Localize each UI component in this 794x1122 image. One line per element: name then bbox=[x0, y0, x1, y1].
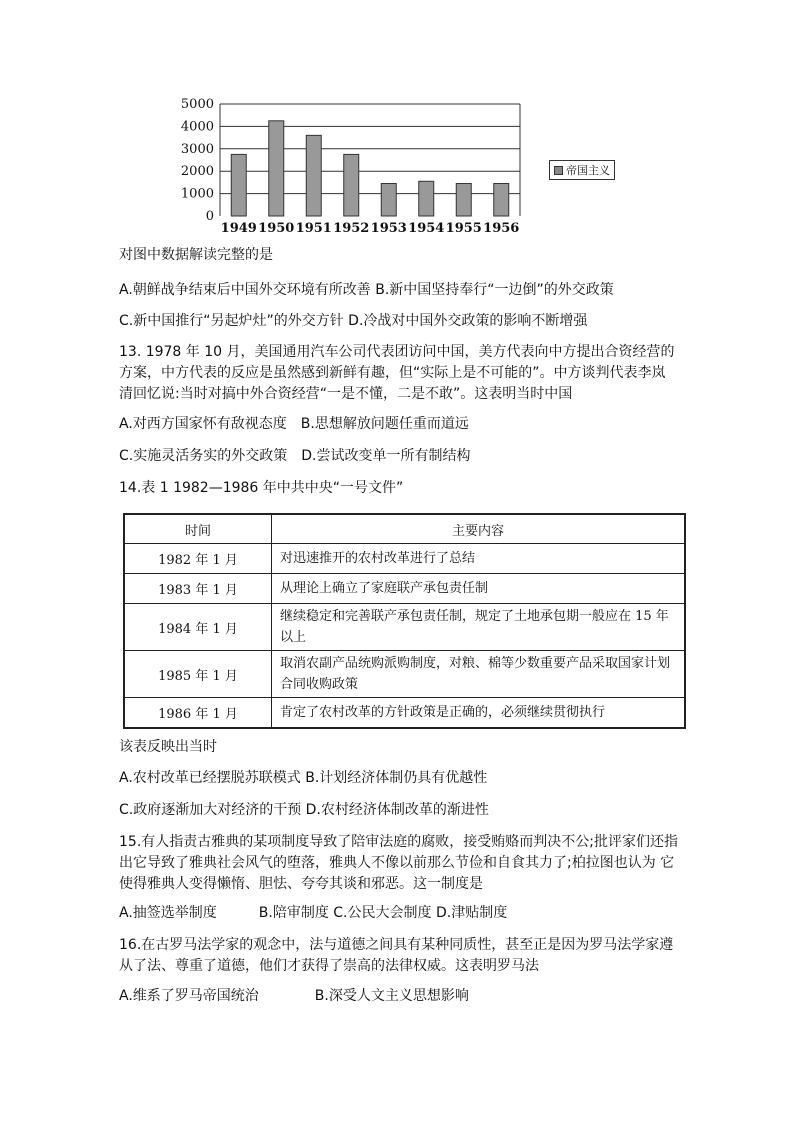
table-row bbox=[124, 544, 685, 574]
x-tick-label: 1954 bbox=[408, 221, 445, 236]
q15-stem: 15.有人指责古雅典的某项制度导致了陪审法庭的腐败，接受贿赂而判决不公;批评家们还指 出它导致了雅典社会风气的堕落，雅典人不像以前那么节俭和自食其力了;柏拉图也认为 它使得雅典人变得懒惰、胆怯、夸夸其谈和邪恶。这一制度是 bbox=[119, 834, 678, 892]
header-content: 主要内容 bbox=[272, 514, 686, 544]
y-tick-label: 5000 bbox=[180, 98, 214, 112]
bar bbox=[269, 121, 284, 216]
bar bbox=[419, 181, 434, 216]
q14-options-ab: A.农村改革已经摆脱苏联模式 B.计划经济体制仍具有优越性 bbox=[119, 770, 488, 786]
q12-options-ab: A.朝鲜战争结束后中国外交环境有所改善 B.新中国坚持奉行“一边倒”的外交政策 bbox=[119, 282, 614, 298]
x-tick-label: 1949 bbox=[220, 221, 257, 236]
cell-content: 对迅速推开的农村改革进行了总结 bbox=[272, 544, 686, 574]
q16-options: A.维系了罗马帝国统治 B.深受人文主义思想影响 bbox=[119, 988, 469, 1004]
chart-legend bbox=[549, 160, 615, 180]
bar bbox=[381, 184, 396, 216]
q13-stem: 13. 1978 年 10 月，美国通用汽车公司代表团访问中国，美方代表向中方提出合资经营的方案，中方代表的反应是虽然感到新鲜有趣，但“实际上是不可能的”。中方谈判代表李岚清回忆说:当时对搞中外合资经营“一是不懂，二是不敢”。这表明当时中国 bbox=[119, 344, 675, 402]
cell-content: 取消农副产品统购派购制度，对粮、棉等少数重要产品采取国家计划合同收购政策 bbox=[272, 651, 686, 698]
bar bbox=[344, 154, 359, 216]
q12-options-cd: C.新中国推行“另起炉灶”的外交方针 D.冷战对中国外交政策的影响不断增强 bbox=[119, 313, 588, 329]
cell-time: 1982 年 1 月 bbox=[124, 544, 272, 574]
table-row bbox=[124, 604, 685, 651]
x-tick-label: 1956 bbox=[483, 221, 520, 236]
bar bbox=[456, 184, 471, 216]
cell-time: 1985 年 1 月 bbox=[124, 651, 272, 698]
x-tick-label: 1955 bbox=[445, 221, 482, 236]
table-row bbox=[124, 574, 685, 604]
y-tick-label: 1000 bbox=[180, 186, 214, 202]
q13-options-ab: A.对西方国家怀有敌视态度 B.思想解放问题任重而道远 bbox=[119, 416, 469, 432]
table-header-row bbox=[124, 514, 685, 544]
bar bbox=[231, 154, 246, 216]
q14-table bbox=[123, 513, 686, 729]
legend-swatch bbox=[554, 166, 563, 175]
header-time: 时间 bbox=[124, 514, 272, 544]
x-tick-label: 1951 bbox=[295, 221, 332, 236]
cell-content: 肯定了农村改革的方针政策是正确的，必须继续贯彻执行 bbox=[272, 698, 686, 728]
y-tick-label: 3000 bbox=[180, 141, 214, 157]
cell-time: 1983 年 1 月 bbox=[124, 574, 272, 604]
bar bbox=[306, 135, 321, 216]
x-tick-label: 1950 bbox=[258, 221, 295, 236]
cell-content: 从理论上确立了家庭联产承包责任制 bbox=[272, 574, 686, 604]
q14-caption: 14.表 1 1982—1986 年中共中央“一号文件” bbox=[119, 480, 404, 496]
x-tick-label: 1953 bbox=[370, 221, 407, 236]
q13-options-cd: C.实施灵活务实的外交政策 D.尝试改变单一所有制结构 bbox=[119, 448, 471, 464]
q14-stem: 该表反映出当时 bbox=[119, 739, 217, 755]
table-row bbox=[124, 698, 685, 728]
q12-stem: 对图中数据解读完整的是 bbox=[119, 247, 273, 263]
cell-time: 1986 年 1 月 bbox=[124, 698, 272, 728]
y-tick-label: 2000 bbox=[180, 164, 214, 180]
y-tick-label: 4000 bbox=[180, 119, 214, 135]
x-tick-label: 1952 bbox=[333, 221, 370, 236]
cell-time: 1984 年 1 月 bbox=[124, 604, 272, 651]
q15-options: A.抽签选举制度 B.陪审制度 C.公民大会制度 D.津贴制度 bbox=[119, 905, 508, 921]
table-row bbox=[124, 651, 685, 698]
y-tick-label: 0 bbox=[205, 209, 214, 224]
bar bbox=[494, 184, 509, 216]
q14-options-cd: C.政府逐渐加大对经济的干预 D.农村经济体制改革的渐进性 bbox=[119, 802, 489, 818]
legend-label: 帝国主义 bbox=[566, 164, 610, 177]
cell-content: 继续稳定和完善联产承包责任制，规定了土地承包期一般应在 15 年以上 bbox=[272, 604, 686, 651]
q16-stem: 16.在古罗马法学家的观念中，法与道德之间具有某种同质性，甚至正是因为罗马法学家遵从了法、尊重了道德，他们才获得了崇高的法律权威。这表明罗马法 bbox=[119, 937, 674, 974]
